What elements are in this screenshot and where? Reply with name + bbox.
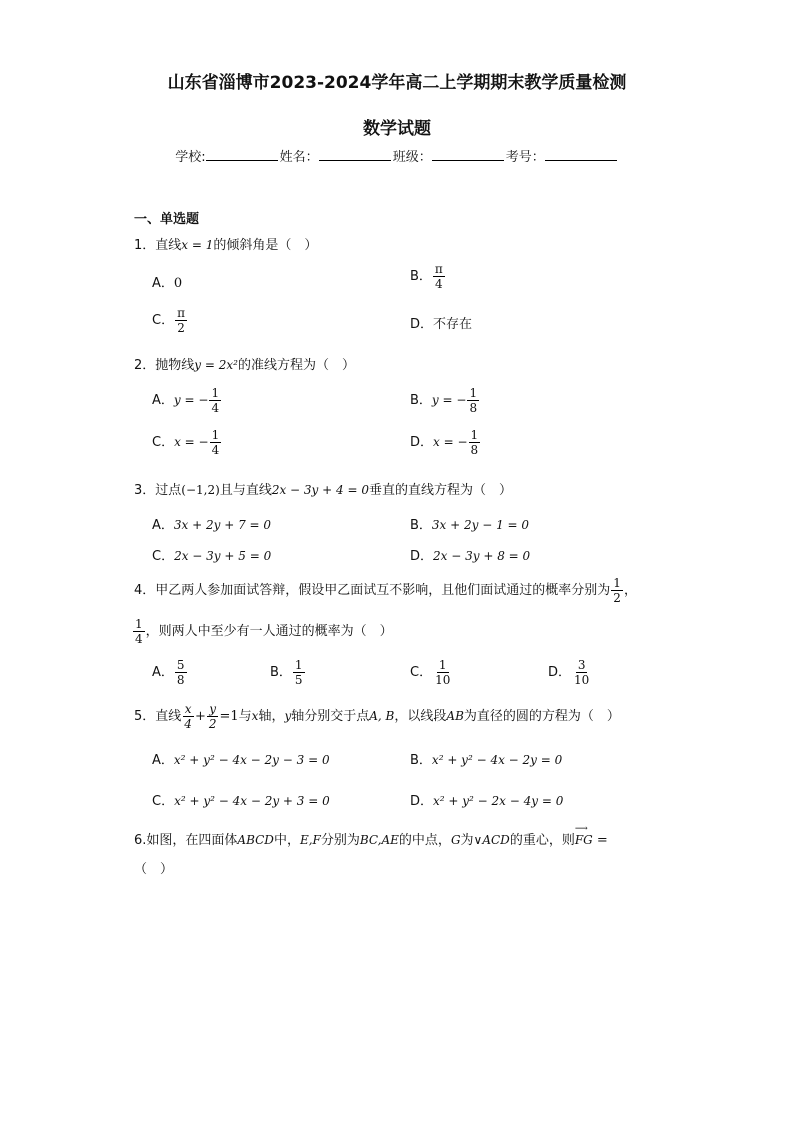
question-text: 抛物线 — [155, 358, 195, 373]
option-math: y = − — [173, 393, 209, 407]
fraction-numerator: 5 — [176, 658, 185, 672]
question-math: y = 2x² — [194, 358, 238, 372]
question-text: 甲乙两人参加面试答辩，假设甲乙面试互不影响，且他们面试通过的概率分别为 — [155, 583, 611, 598]
question-math: BC,AE — [359, 833, 399, 847]
option-fraction — [469, 428, 481, 457]
q4-option-d[interactable] — [548, 658, 592, 687]
question-text: 垂直的直线方程为（ ） — [368, 483, 512, 498]
option-label: C． — [152, 435, 175, 450]
option-fraction — [433, 658, 452, 687]
option-label: B． — [410, 269, 432, 284]
option-fraction — [175, 306, 187, 335]
option-math: 2x − 3y + 5 = 0 — [174, 549, 272, 563]
fraction-denominator: 8 — [470, 443, 479, 457]
question-4-stem-line2 — [132, 617, 393, 646]
question-text: 轴分别交于点 — [291, 709, 370, 724]
q5-option-d[interactable] — [410, 790, 563, 809]
option-label: C． — [410, 665, 433, 680]
fraction-denominator: 10 — [435, 673, 451, 687]
option-label: C． — [152, 313, 175, 328]
option-math: 3x + 2y − 1 = 0 — [431, 518, 530, 532]
question-fraction — [207, 702, 219, 731]
student-info-line — [0, 146, 794, 165]
fraction-denominator: 4 — [211, 443, 220, 457]
question-math: A, B — [369, 709, 395, 723]
option-math: x² + y² − 4x − 2y + 3 = 0 — [174, 794, 330, 808]
question-number: 3． — [134, 483, 156, 498]
question-text: 分别为 — [320, 833, 360, 848]
option-fraction — [175, 658, 187, 687]
question-text: 直线 — [155, 238, 182, 253]
question-6-answer-bracket: （ ） — [134, 862, 174, 877]
option-math: 2x − 3y + 8 = 0 — [433, 549, 531, 563]
question-2-stem — [134, 354, 355, 373]
q1-option-b[interactable] — [410, 262, 446, 291]
fraction-denominator: 4 — [135, 632, 143, 646]
question-text: 过点 — [155, 483, 182, 498]
q2-option-c[interactable] — [152, 428, 222, 457]
fraction-numerator: y — [209, 702, 217, 716]
question-text: ，以线段 — [394, 709, 447, 724]
fraction-denominator: 8 — [176, 673, 185, 687]
question-number: 2． — [134, 358, 156, 373]
option-math: x = − — [433, 435, 468, 449]
fraction-numerator: x — [184, 702, 192, 716]
q2-option-b[interactable] — [410, 386, 480, 415]
option-label: D． — [410, 549, 434, 564]
question-text: 直线 — [155, 709, 182, 724]
q3-option-a[interactable] — [152, 514, 271, 533]
question-6-stem — [134, 829, 608, 848]
option-fraction — [433, 262, 445, 291]
fraction-denominator: 8 — [469, 401, 478, 415]
question-math: + — [194, 709, 206, 724]
option-math: 3x + 2y + 7 = 0 — [173, 518, 272, 532]
fraction-numerator: 1 — [470, 428, 479, 442]
option-label: B． — [270, 665, 292, 680]
option-fraction — [209, 386, 221, 415]
fraction-numerator: π — [177, 306, 185, 320]
question-text: 的中点， — [398, 833, 451, 848]
question-text: 的准线方程为（ ） — [237, 358, 355, 373]
q3-option-c[interactable] — [152, 545, 271, 564]
fraction-numerator: 1 — [135, 617, 143, 631]
q4-option-b[interactable] — [270, 658, 306, 687]
exam-no-label: 考号： — [505, 150, 545, 165]
option-math: x² + y² − 4x − 2y = 0 — [431, 753, 563, 767]
fraction-denominator: 2 — [208, 717, 217, 731]
question-math: y — [284, 709, 292, 723]
q1-option-d[interactable] — [410, 313, 472, 332]
q5-option-a[interactable] — [152, 749, 330, 768]
fraction-denominator: 4 — [211, 401, 220, 415]
question-fraction — [133, 617, 145, 646]
question-text: 且与直线 — [219, 483, 272, 498]
question-math: = — [592, 833, 608, 848]
option-math: x² + y² − 2x − 4y = 0 — [433, 794, 564, 808]
option-fraction — [467, 386, 479, 415]
question-text: ， — [623, 583, 637, 598]
option-label: A． — [152, 276, 174, 291]
question-text: ，则两人中至少有一人通过的概率为（ ） — [145, 624, 393, 639]
option-math: x = − — [174, 435, 209, 449]
fraction-numerator: π — [434, 262, 443, 276]
q2-option-a[interactable] — [152, 386, 222, 415]
class-blank[interactable] — [432, 148, 504, 161]
vector-fg: ⟶ FG — [575, 833, 593, 847]
option-label: D． — [410, 435, 434, 450]
question-fraction — [182, 702, 194, 731]
fraction-numerator: 1 — [211, 428, 220, 442]
exam-title: 山东省淄博市2023-2024学年高二上学期期末教学质量检测 — [167, 73, 627, 93]
option-label: C． — [152, 794, 175, 809]
fraction-numerator: 3 — [577, 658, 586, 672]
fraction-denominator: 10 — [574, 673, 590, 687]
exam-no-blank[interactable] — [545, 148, 617, 161]
option-fraction — [293, 658, 305, 687]
option-value: 不存在 — [433, 317, 473, 332]
option-fraction — [572, 658, 591, 687]
option-label: D． — [410, 794, 434, 809]
option-math: y = − — [431, 393, 467, 407]
option-label: A． — [152, 518, 174, 533]
question-math: ABCD — [237, 833, 274, 847]
section-heading: 一、单选题 — [134, 212, 200, 227]
fraction-denominator: 4 — [435, 277, 443, 291]
name-label: 姓名： — [279, 150, 319, 165]
fraction-numerator: 1 — [469, 386, 478, 400]
question-text: 为直径的圆的方程为（ ） — [463, 709, 620, 724]
q1-option-a[interactable] — [152, 272, 182, 291]
question-4-stem-line1 — [134, 576, 637, 605]
q2-option-d[interactable] — [410, 428, 481, 457]
q5-option-b[interactable] — [410, 749, 562, 768]
school-label: 学校: — [175, 150, 206, 165]
question-3-stem — [134, 479, 512, 498]
question-text: 与 — [238, 709, 252, 724]
fraction-denominator: 2 — [613, 591, 621, 605]
q5-option-c[interactable] — [152, 790, 330, 809]
question-number: 5． — [134, 709, 156, 724]
question-1-stem — [134, 234, 317, 253]
fraction-denominator: 4 — [184, 717, 192, 731]
q3-option-d[interactable] — [410, 545, 530, 564]
question-math: x — [251, 709, 259, 723]
question-math: x = 1 — [181, 238, 214, 252]
q4-option-c[interactable] — [410, 658, 453, 687]
question-math: G — [450, 833, 461, 847]
question-math: ∨ACD — [473, 833, 510, 847]
question-text: 的倾斜角是（ ） — [213, 238, 318, 253]
option-label: B． — [410, 393, 432, 408]
fraction-numerator: 1 — [211, 386, 220, 400]
question-number: 1． — [134, 238, 156, 253]
exam-subtitle: 数学试题 — [363, 119, 431, 139]
question-number: 6. — [134, 833, 147, 848]
question-math: AB — [446, 709, 464, 723]
question-number: 4． — [134, 583, 156, 598]
question-math: 2x − 3y + 4 = 0 — [271, 483, 369, 497]
question-math: E,F — [299, 833, 321, 847]
q3-option-b[interactable] — [410, 514, 529, 533]
option-math: x² + y² − 4x − 2y − 3 = 0 — [173, 753, 330, 767]
option-label: B． — [410, 753, 432, 768]
question-text: 中， — [273, 833, 300, 848]
question-text: 为 — [460, 833, 474, 848]
school-blank[interactable] — [206, 148, 278, 161]
option-label: D． — [548, 665, 572, 680]
option-label: A． — [152, 665, 174, 680]
question-text: 轴， — [258, 709, 285, 724]
name-blank[interactable] — [319, 148, 391, 161]
question-math: (−1,2) — [181, 483, 220, 497]
question-fraction — [611, 576, 623, 605]
option-label: D． — [410, 317, 434, 332]
option-fraction — [210, 428, 222, 457]
option-label: A． — [152, 393, 174, 408]
fraction-numerator: 1 — [294, 658, 303, 672]
question-text: 的重心，则 — [509, 833, 575, 848]
question-5-stem — [134, 702, 620, 731]
fraction-numerator: 1 — [613, 576, 621, 590]
q4-option-a[interactable] — [152, 658, 188, 687]
question-math: =1 — [219, 709, 239, 724]
option-value: 0 — [173, 276, 183, 291]
fraction-denominator: 5 — [294, 673, 303, 687]
fraction-numerator: 1 — [438, 658, 447, 672]
fraction-denominator: 2 — [177, 321, 185, 335]
option-label: C． — [152, 549, 175, 564]
question-text: 如图，在四面体 — [146, 833, 238, 848]
option-label: B． — [410, 518, 432, 533]
class-label: 班级： — [392, 150, 432, 165]
q1-option-c[interactable] — [152, 306, 188, 335]
option-label: A． — [152, 753, 174, 768]
